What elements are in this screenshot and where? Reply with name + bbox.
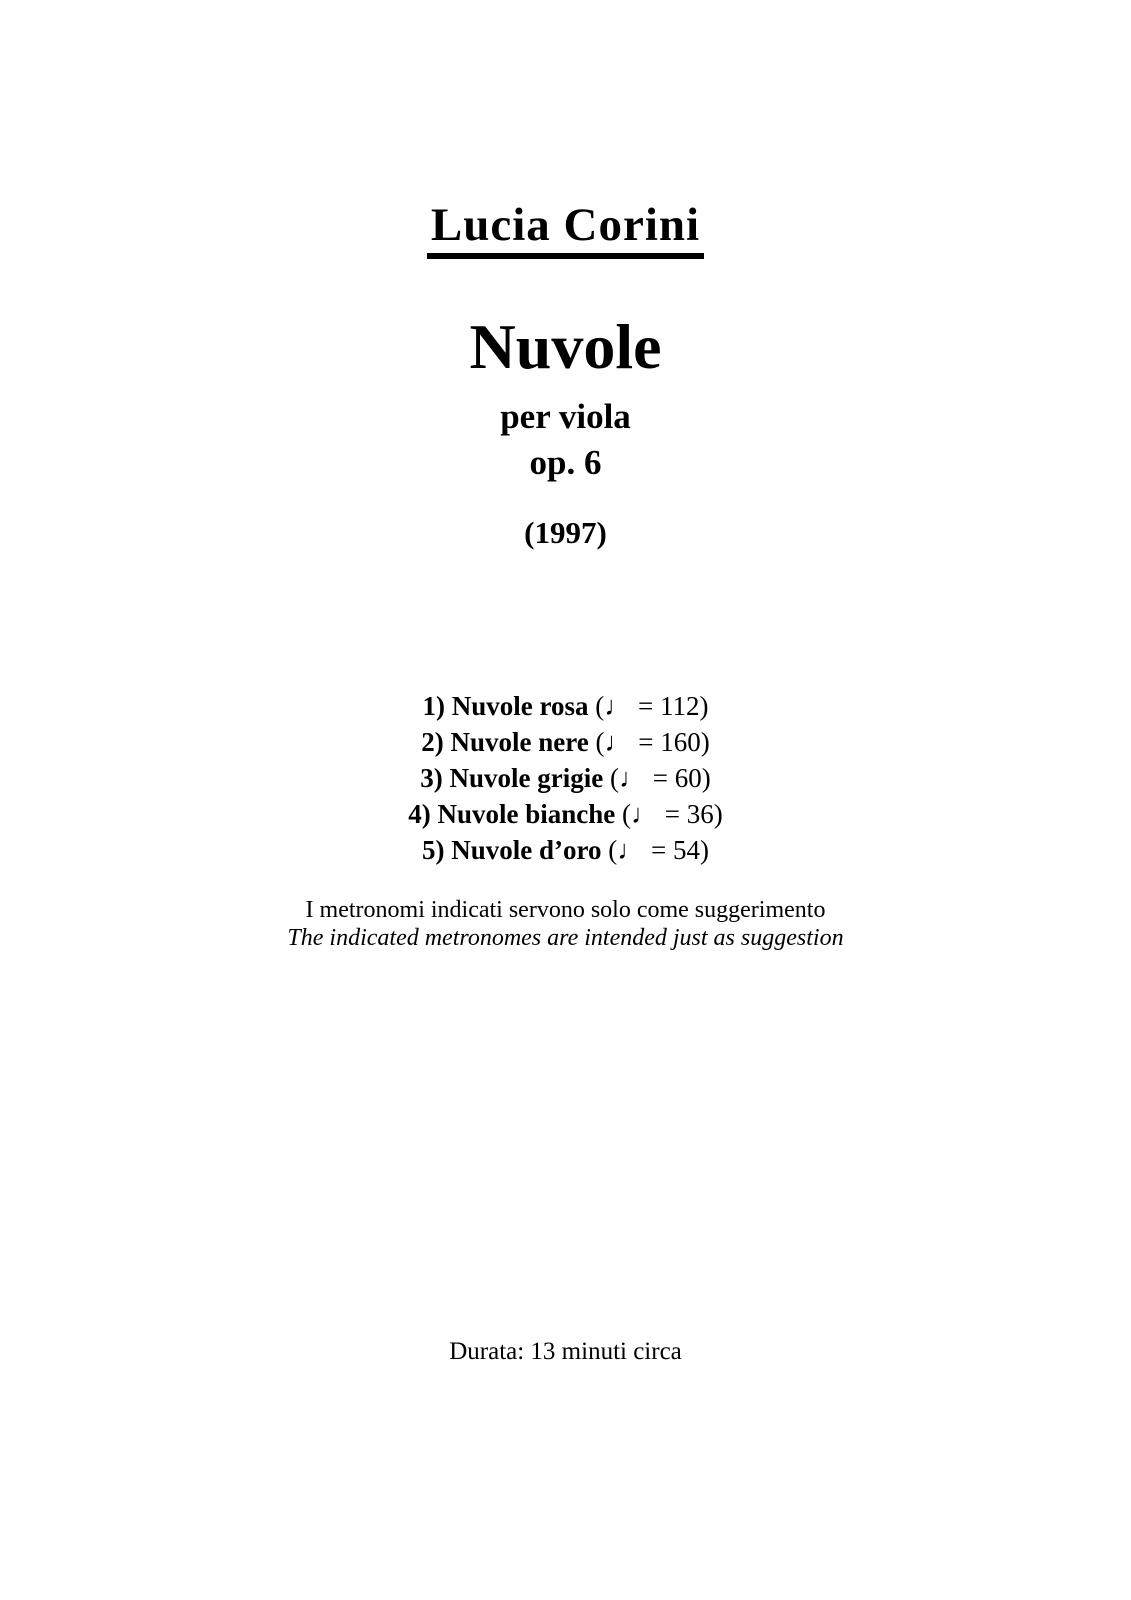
movement-label: 4) Nuvole bianche <box>408 799 616 829</box>
movement-label: 5) Nuvole d’oro <box>422 835 602 865</box>
movement-item <box>0 688 1131 724</box>
movement-tempo: (♩ = 160) <box>595 727 710 757</box>
duration-note: Durata: 13 minuti circa <box>449 1338 682 1365</box>
metronome-notes <box>0 896 1131 952</box>
work-title: Nuvole <box>469 311 662 382</box>
composer-name <box>0 198 1131 259</box>
movement-label: 3) Nuvole grigie <box>420 763 604 793</box>
movement-item <box>0 724 1131 760</box>
movement-label: 1) Nuvole rosa <box>422 691 589 721</box>
movement-list <box>0 688 1131 868</box>
composer-name-text: Lucia Corini <box>427 198 704 259</box>
movement-tempo: (♩ = 112) <box>595 691 709 721</box>
movement-item <box>0 832 1131 868</box>
work-subtitle: per viola <box>500 397 631 436</box>
movement-item <box>0 760 1131 796</box>
movement-tempo: (♩ = 36) <box>622 799 723 829</box>
movement-item <box>0 796 1131 832</box>
composition-year: (1997) <box>524 515 607 550</box>
movement-label: 2) Nuvole nere <box>421 727 589 757</box>
metronome-note-english: The indicated metronomes are intended just as suggestion <box>287 925 844 951</box>
opus-number: op. 6 <box>529 443 602 482</box>
movement-tempo: (♩ = 60) <box>610 763 711 793</box>
movement-tempo: (♩ = 54) <box>608 835 709 865</box>
metronome-note-italian: I metronomi indicati servono solo come suggerimento <box>305 897 826 923</box>
